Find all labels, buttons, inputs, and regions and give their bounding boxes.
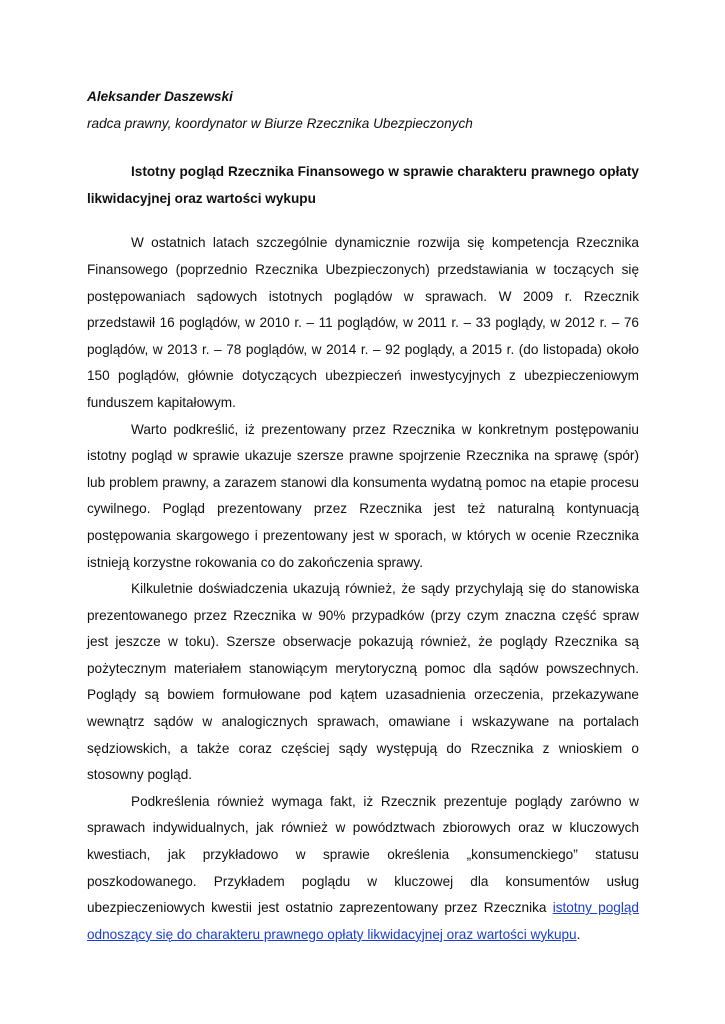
istotny-poglad-link[interactable]: istotny pogląd odnoszący się do charakteru prawnego opłaty likwidacyjnej oraz wartości wykupu <box>87 900 639 942</box>
paragraph-4-text: Podkreślenia również wymaga fakt, iż Rzecznik prezentuje poglądy zarówno w sprawach indywidualnych, jak również w powództwach zbiorowych oraz w kluczowych kwestiach, jak przykładowo w sprawie określenia „konsumenckiego” statusu poszkodowanego. Przykładem poglądu w kluczowej dla konsumentów usług ubezpieczeniowych kwestii jest ostatnio zaprezentowany przez Rzecznika <box>87 793 639 916</box>
author-role: radca prawny, koordynator w Biurze Rzecznika Ubezpieczonych <box>87 115 473 131</box>
paragraph-4-end: . <box>576 926 581 942</box>
article-title: Istotny pogląd Rzecznika Finansowego w sprawie charakteru prawnego opłaty likwidacyjnej oraz wartości wykupu <box>87 164 639 206</box>
paragraph-3: Kilkuletnie doświadczenia ukazują również, że sądy przychylają się do stanowiska prezentowanego przez Rzecznika w 90% przypadków (przy czym znaczna część spraw jest jeszcze w toku). Szersze obserwacje pokazują również, że poglądy Rzecznika są pożytecznym materiałem stanowiącym merytoryczną pomoc dla sądów powszechnych. Poglądy są bowiem formułowane pod kątem uzasadnienia orzeczenia, przekazywane wewnątrz sądów w analogicznych sprawach, omawiane i wskazywane na portalach sędziowskich, a także coraz częściej sądy występują do Rzecznika z wnioskiem o stosowny pogląd. <box>87 581 639 783</box>
paragraph-4 <box>87 789 639 949</box>
paragraph-2: Warto podkreślić, iż prezentowany przez Rzecznika w konkretnym postępowaniu istotny pogląd w sprawie ukazuje szersze prawne spojrzenie Rzecznika na sprawę (spór) lub problem prawny, a zarazem stanowi dla konsumenta wydatną pomoc na etapie procesu cywilnego. Pogląd prezentowany przez Rzecznika jest też naturalną kontynuacją postępowania skargowego i prezentowany jest w sporach, w których w ocenie Rzecznika istnieją korzystne rokowania co do zakończenia sprawy. <box>87 421 639 570</box>
paragraph-1: W ostatnich latach szczególnie dynamicznie rozwija się kompetencja Rzecznika Finansowego (poprzednio Rzecznika Ubezpieczonych) przedstawiania w toczących się postępowaniach sądowych istotnych poglądów w sprawach. W 2009 r. Rzecznik przedstawił 16 poglądów, w 2010 r. – 11 poglądów, w 2011 r. – 33 poglądy, w 2012 r. – 76 poglądów, w 2013 r. – 78 poglądów, w 2014 r. – 92 poglądy, a 2015 r. (do listopada) około 150 poglądów, głównie dotyczących ubezpieczeń inwestycyjnych z ubezpieczeniowym funduszem kapitałowym. <box>87 235 639 410</box>
document-body <box>87 84 639 948</box>
author-name: Aleksander Daszewski <box>87 89 233 104</box>
